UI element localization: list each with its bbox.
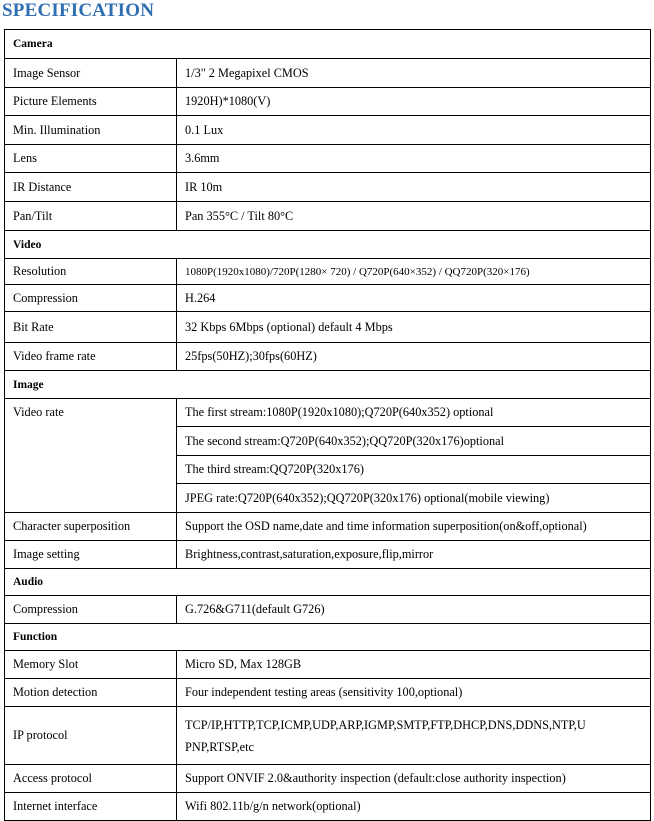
spec-key: Bit Rate: [5, 312, 177, 343]
section-header-audio: Audio: [5, 569, 651, 596]
spec-value: G.726&G711(default G726): [177, 596, 651, 624]
spec-key: Compression: [5, 596, 177, 624]
spec-key: Character superposition: [5, 513, 177, 541]
spec-value: 3.6mm: [177, 145, 651, 173]
spec-key: Video rate: [5, 399, 177, 513]
ip-protocol-line: TCP/IP,HTTP,TCP,ICMP,UDP,ARP,IGMP,SMTP,FTP,DHCP,DNS,DDNS,NTP,U: [185, 717, 586, 732]
spec-value: 0.1 Lux: [177, 116, 651, 145]
specification-table: [4, 29, 651, 821]
spec-value: The first stream:1080P(1920x1080);Q720P(640x352) optional: [177, 399, 651, 427]
spec-value: JPEG rate:Q720P(640x352);QQ720P(320x176) optional(mobile viewing): [177, 484, 651, 513]
spec-key: Resolution: [5, 259, 177, 285]
spec-key: Video frame rate: [5, 343, 177, 371]
spec-key: IP protocol: [5, 707, 177, 765]
spec-value: Support ONVIF 2.0&authority inspection (default:close authority inspection): [177, 765, 651, 793]
spec-value: 32 Kbps 6Mbps (optional) default 4 Mbps: [177, 312, 651, 343]
spec-value: [177, 707, 651, 765]
spec-row: [5, 285, 651, 312]
section-header-image: Image: [5, 371, 651, 399]
spec-row: [5, 679, 651, 707]
spec-row: [5, 541, 651, 569]
spec-key: Access protocol: [5, 765, 177, 793]
section-header-function: Function: [5, 624, 651, 651]
spec-value: 1080P(1920x1080)/720P(1280× 720) / Q720P(640×352) / QQ720P(320×176): [177, 259, 651, 285]
spec-row: [5, 312, 651, 343]
spec-row: [5, 651, 651, 679]
spec-value: 1/3" 2 Megapixel CMOS: [177, 59, 651, 88]
spec-row: [5, 765, 651, 793]
spec-key: Internet interface: [5, 793, 177, 821]
spec-key: Motion detection: [5, 679, 177, 707]
spec-row: [5, 596, 651, 624]
spec-value: The second stream:Q720P(640x352);QQ720P(320x176)optional: [177, 427, 651, 456]
spec-key: Image Sensor: [5, 59, 177, 88]
spec-value: Wifi 802.11b/g/n network(optional): [177, 793, 651, 821]
spec-row: [5, 707, 651, 765]
spec-row: [5, 88, 651, 116]
section-header-row: [5, 30, 651, 59]
spec-row: [5, 145, 651, 173]
spec-row: [5, 173, 651, 202]
spec-value: Four independent testing areas (sensitivity 100,optional): [177, 679, 651, 707]
spec-value: The third stream:QQ720P(320x176): [177, 456, 651, 484]
spec-key: Min. Illumination: [5, 116, 177, 145]
section-header-row: [5, 569, 651, 596]
spec-value: 1920H)*1080(V): [177, 88, 651, 116]
spec-key: IR Distance: [5, 173, 177, 202]
section-header-row: [5, 624, 651, 651]
section-header-video: Video: [5, 231, 651, 259]
ip-protocol-line: PNP,RTSP,etc: [185, 739, 254, 754]
spec-value: Pan 355°C / Tilt 80°C: [177, 202, 651, 231]
spec-row: [5, 399, 651, 427]
spec-value: 25fps(50HZ);30fps(60HZ): [177, 343, 651, 371]
section-header-row: [5, 371, 651, 399]
spec-row: [5, 513, 651, 541]
spec-key: Image setting: [5, 541, 177, 569]
spec-key: Picture Elements: [5, 88, 177, 116]
spec-key: Memory Slot: [5, 651, 177, 679]
spec-value: Brightness,contrast,saturation,exposure,flip,mirror: [177, 541, 651, 569]
spec-value: H.264: [177, 285, 651, 312]
spec-value: Micro SD, Max 128GB: [177, 651, 651, 679]
section-header-camera: Camera: [5, 30, 651, 59]
page-title: SPECIFICATION: [2, 0, 155, 21]
spec-row: [5, 59, 651, 88]
spec-key: Lens: [5, 145, 177, 173]
spec-row: [5, 343, 651, 371]
spec-value: Support the OSD name,date and time information superposition(on&off,optional): [177, 513, 651, 541]
spec-row: [5, 202, 651, 231]
spec-row: [5, 116, 651, 145]
section-header-row: [5, 231, 651, 259]
spec-key: Pan/Tilt: [5, 202, 177, 231]
spec-row: [5, 259, 651, 285]
spec-row: [5, 793, 651, 821]
spec-key: Compression: [5, 285, 177, 312]
spec-value: IR 10m: [177, 173, 651, 202]
